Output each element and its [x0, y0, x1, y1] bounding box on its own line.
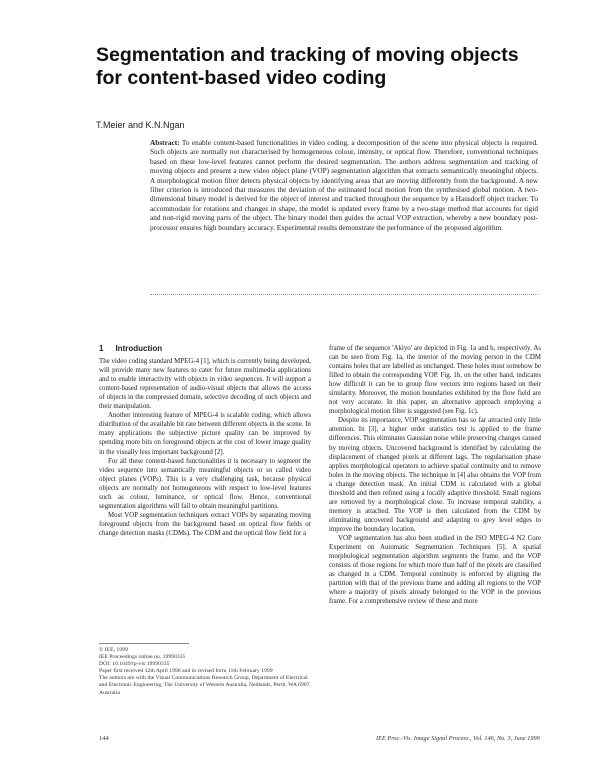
- publication-line: IEE Proceedings online no. 19990335: [99, 654, 186, 661]
- paragraph: Most VOP segmentation techniques extract VOPs by separating moving foreground objects from the background based on optical flow fields or change detection masks (CDMs). The CDM and the optical flow field for a: [99, 511, 311, 537]
- left-column: [99, 344, 311, 538]
- paragraph: For all these content-based functionalities it is necessary to segment the video sequence into semantically meaningful objects or so called video object planes (VOPs). This is a very challenging task, because physical objects are normally not homogeneous with respect to low-level features such as colour, luminance, or optical flow. Hence, conventional segmentation algorithms will fail to obtain meaningful partitions.: [99, 457, 311, 510]
- copyright-line: © IEE, 1999: [99, 647, 128, 653]
- abstract-divider: [150, 294, 538, 295]
- paragraph: VOP segmentation has also been studied in the ISO MPEG-4 N2 Core Experiment on Automatic Segmentation Techniques [5]. A spatial morphological segmentation algorithm segments the frame, and the VOP consists of those regions for which more than half of the pixels are classified as changed in a CDM. Temporal continuity is enforced by aligning the partition with that of the previous frame and adding all regions to the VOP where a majority of pixels already belonged to the VOP in the previous frame. For a comprehensive review of these and more: [329, 534, 541, 606]
- section-number: 1: [99, 344, 104, 353]
- paper-authors: T.Meier and K.N.Ngan: [96, 120, 185, 130]
- paragraph: Another interesting feature of MPEG-4 is scalable coding, which allows distribution of the available bit rate between different objects in the scene. In many applications the subjective picture quality can be improved by spending more bits on foreground objects at the cost of lower image quality in the visually less important background [2].: [99, 412, 311, 456]
- paper-title: Segmentation and tracking of moving objects for content-based video coding: [96, 44, 519, 89]
- paragraph: Despite its importance, VOP segmentation has so far attracted only little attention. In [3], a higher order statistics test is applied to the frame differences. This eliminates Gaussian noise while preserving changes caused by moving objects. Uncovered background is identified by calculating the displacement of changed pixels at different lags. The regularisation phase applies morphological operators to achieve spatial continuity and to remove holes in the moving objects. The technique in [4] also obtains the VOP from a change detection mask. An initial CDM is calculated with a global threshold and then refined using a locally adaptive threshold. Small regions are removed by a morphological close. To increase temporal stability, a memory is attached. The VOP is then calculated from the CDM by eliminating uncovered background and adapting to grey level edges to improve the boundary location.: [329, 417, 541, 533]
- abstract-lead: Abstract:: [150, 138, 180, 147]
- journal-footer: IEE Proc.-Vis. Image Signal Process., Vol. 146, No. 3, June 1999: [376, 735, 540, 742]
- section-heading: [99, 344, 311, 353]
- paragraph: frame of the sequence 'Akiyo' are depicted in Fig. 1a and b, respectively. As can be seen from Fig. 1a, the interior of the moving person in the CDM contains holes that are labelled as unchanged. These holes must somehow be filled to obtain the corresponding VOP. Fig. 1b, on the other hand, indicates how difficult it can be to group flow vectors into regions based on their similarity. Moreover, the motion boundaries exhibited by the flow field are not very accurate. In this paper, an alternative approach employing a morphological motion filter is suggested (see Fig. 1c).: [329, 345, 541, 416]
- affiliation-note: The authors are with the Visual Communications Research Group, Department of Electrical and Electronic Engineering, The University of Western Australia, Nedlands, Perth, WA 6907, Australia: [99, 675, 311, 696]
- section-title: Introduction: [115, 344, 163, 353]
- right-column: [329, 344, 541, 606]
- abstract: [150, 138, 538, 232]
- received-note: Paper first received 12th April 1998 and in revised form 11th February 1999: [99, 668, 273, 675]
- doi-line: DOI: 10.1049/ip-vis:19990335: [99, 661, 170, 668]
- footnotes: [99, 643, 311, 697]
- paragraph: The video coding standard MPEG-4 [1], which is currently being developed, will provide many new features to cater for future multimedia applications and to enable interactivity with objects in video sequences. It will support a content-based representation of audio-visual objects that allows the access of objects in the compressed domain, selective decoding of such objects and their manipulation.: [99, 358, 311, 411]
- footnote-separator: [99, 643, 189, 644]
- abstract-text: To enable content-based functionalities in video coding, a decomposition of the scene into physical objects is required. Such objects are normally not characterised by homogeneous colour, intensity, or optical flow. Therefore, conventional techniques based on these low-level features cannot perform the desired segmentation. The authors address segmentation and tracking of moving objects and present a new video object plane (VOP) segmentation algorithm that extracts semantically meaningful objects. A morphological motion filter detects physical objects by identifying areas that are moving differently from the background. A new filter criterion is introduced that measures the deviation of the estimated local motion from the synthesised global motion. A two-dimensional binary model is derived for the object of interest and tracked throughout the sequence by a Hausdorff object tracker. To accommodate for rotations and changes in shape, the model is updated every frame by a two-stage method that accounts for rigid and non-rigid moving parts of the object. The binary model then guides the actual VOP extraction, whereby a new boundary post-processor ensures high boundary accuracy. Experimental results demonstrate the performance of the proposed algorithm.: [150, 138, 538, 232]
- page-number: 144: [99, 735, 109, 742]
